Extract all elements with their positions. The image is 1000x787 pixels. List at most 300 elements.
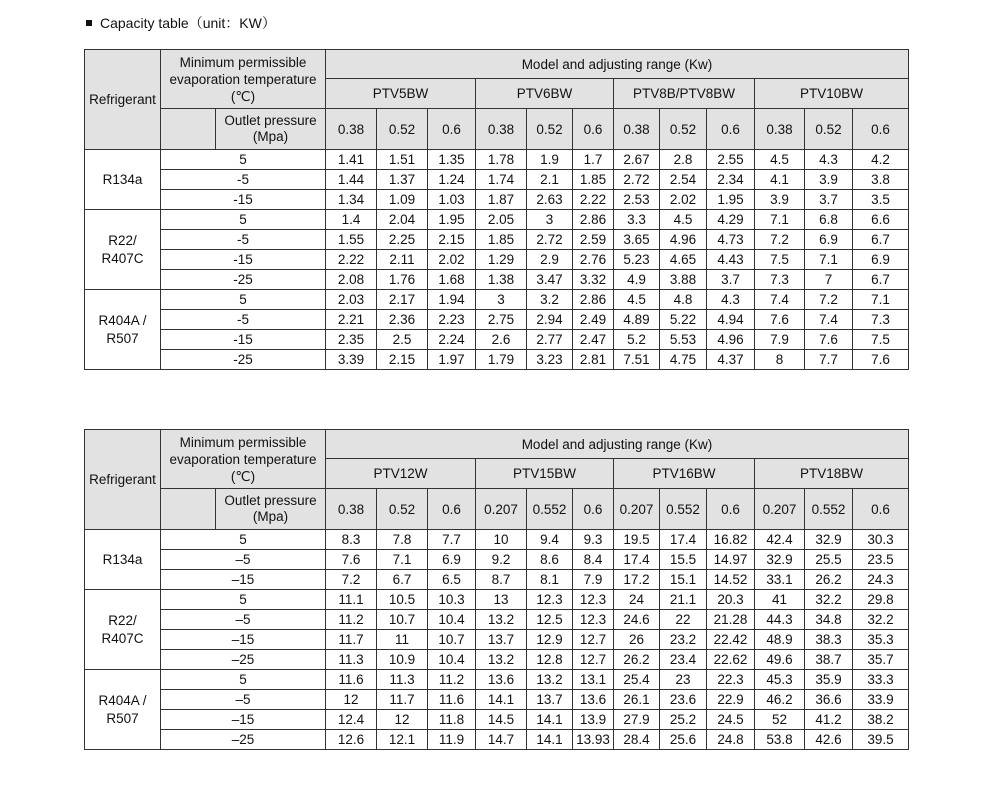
capacity-value: 2.35: [326, 330, 377, 350]
capacity-value: 2.59: [573, 230, 614, 250]
outlet-pressure-header: [216, 489, 326, 530]
capacity-value: 9.4: [527, 530, 573, 550]
capacity-value: 4.9: [614, 270, 660, 290]
capacity-value: 22.62: [707, 650, 755, 670]
capacity-value: 2.49: [573, 310, 614, 330]
capacity-value: 1.74: [476, 170, 527, 190]
capacity-value: 3.8: [853, 170, 909, 190]
capacity-value: 1.37: [377, 170, 428, 190]
capacity-value: 30.3: [853, 530, 909, 550]
capacity-value: 3.47: [527, 270, 573, 290]
capacity-value: 11.2: [428, 670, 476, 690]
capacity-value: 3.39: [326, 350, 377, 370]
capacity-value: 2.02: [660, 190, 707, 210]
table-row: [85, 590, 909, 610]
capacity-value: 3.2: [527, 290, 573, 310]
capacity-value: 17.4: [660, 530, 707, 550]
table-row: [85, 170, 909, 190]
capacity-value: 1.9: [527, 150, 573, 170]
capacity-value: 7.3: [853, 310, 909, 330]
capacity-value: 6.9: [853, 250, 909, 270]
capacity-value: 2.86: [573, 290, 614, 310]
capacity-value: 7: [805, 270, 853, 290]
pressure-value: 0.6: [573, 109, 614, 150]
capacity-value: 24.6: [614, 610, 660, 630]
table-row: [85, 670, 909, 690]
capacity-value: 2.17: [377, 290, 428, 310]
capacity-value: 13.1: [573, 670, 614, 690]
model-name: PTV10BW: [755, 79, 909, 109]
min-temp-header-line: Minimum permissible: [179, 54, 307, 70]
min-temp-header-line: (℃): [230, 468, 256, 484]
table-row: [85, 290, 909, 310]
capacity-value: 7.6: [326, 550, 377, 570]
pressure-value: 0.6: [573, 489, 614, 530]
capacity-value: 3.3: [614, 210, 660, 230]
capacity-value: 4.96: [707, 330, 755, 350]
table-row: [85, 350, 909, 370]
model-name: PTV8B/PTV8BW: [614, 79, 755, 109]
capacity-value: 2.53: [614, 190, 660, 210]
capacity-value: 1.97: [428, 350, 476, 370]
capacity-value: 1.95: [707, 190, 755, 210]
capacity-value: 7.6: [805, 330, 853, 350]
refrigerant-name-line: R507: [106, 330, 139, 346]
capacity-value: 17.2: [614, 570, 660, 590]
capacity-value: 1.41: [326, 150, 377, 170]
capacity-value: 38.2: [853, 710, 909, 730]
capacity-value: 4.65: [660, 250, 707, 270]
evaporation-temp: –5: [161, 690, 326, 710]
refrigerant-name: [85, 530, 161, 590]
capacity-value: 7.7: [428, 530, 476, 550]
outlet-pressure-line: Outlet pressure: [224, 113, 317, 128]
capacity-value: 13.7: [527, 690, 573, 710]
capacity-value: 2.04: [377, 210, 428, 230]
capacity-value: 2.36: [377, 310, 428, 330]
capacity-value: 36.6: [805, 690, 853, 710]
capacity-value: 2.15: [377, 350, 428, 370]
capacity-value: 6.7: [377, 570, 428, 590]
capacity-value: 32.9: [755, 550, 805, 570]
model-name: PTV6BW: [476, 79, 614, 109]
capacity-value: 13.9: [573, 710, 614, 730]
capacity-value: 1.51: [377, 150, 428, 170]
capacity-value: 4.89: [614, 310, 660, 330]
capacity-value: 3.88: [660, 270, 707, 290]
capacity-value: 24.5: [707, 710, 755, 730]
table-row: [85, 530, 909, 550]
capacity-value: 12.9: [527, 630, 573, 650]
capacity-value: 23.4: [660, 650, 707, 670]
table-row: [85, 710, 909, 730]
capacity-value: 11.9: [428, 730, 476, 750]
capacity-value: 2.75: [476, 310, 527, 330]
table-row: [85, 310, 909, 330]
pressure-value: 0.38: [614, 109, 660, 150]
min-temp-header-line: evaporation temperature: [169, 71, 317, 87]
min-temp-header: [161, 430, 326, 489]
capacity-value: 23.2: [660, 630, 707, 650]
capacity-value: 14.97: [707, 550, 755, 570]
capacity-value: 22: [660, 610, 707, 630]
refrigerant-name: [85, 670, 161, 750]
capacity-value: 7.1: [805, 250, 853, 270]
evaporation-temp: -5: [161, 170, 326, 190]
capacity-value: 32.2: [805, 590, 853, 610]
capacity-value: 4.5: [660, 210, 707, 230]
capacity-value: 46.2: [755, 690, 805, 710]
capacity-value: 53.8: [755, 730, 805, 750]
capacity-value: 2.22: [326, 250, 377, 270]
capacity-value: 26.1: [614, 690, 660, 710]
evaporation-temp: –15: [161, 710, 326, 730]
capacity-value: 1.29: [476, 250, 527, 270]
capacity-value: 5.53: [660, 330, 707, 350]
capacity-value: 48.9: [755, 630, 805, 650]
capacity-value: 7.6: [755, 310, 805, 330]
evaporation-temp: –15: [161, 630, 326, 650]
capacity-value: 14.52: [707, 570, 755, 590]
capacity-value: 2.23: [428, 310, 476, 330]
model-name: PTV18BW: [755, 459, 909, 489]
capacity-value: 1.87: [476, 190, 527, 210]
outlet-pressure-header: [216, 109, 326, 150]
refrigerant-name: [85, 590, 161, 670]
capacity-value: 2.1: [527, 170, 573, 190]
min-temp-header-line: (℃): [230, 88, 256, 104]
capacity-value: 7.4: [755, 290, 805, 310]
capacity-value: 7.2: [326, 570, 377, 590]
capacity-value: 24.8: [707, 730, 755, 750]
capacity-value: 1.85: [573, 170, 614, 190]
capacity-value: 15.5: [660, 550, 707, 570]
refrigerant-name-line: R22/: [108, 232, 137, 248]
capacity-value: 7.5: [853, 330, 909, 350]
capacity-value: 7.2: [805, 290, 853, 310]
pressure-value: 0.52: [805, 109, 853, 150]
capacity-value: 4.73: [707, 230, 755, 250]
capacity-value: 4.94: [707, 310, 755, 330]
evaporation-temp: -5: [161, 230, 326, 250]
pressure-value: 0.52: [527, 109, 573, 150]
capacity-value: 14.1: [476, 690, 527, 710]
capacity-value: 1.94: [428, 290, 476, 310]
capacity-value: 2.76: [573, 250, 614, 270]
capacity-value: 14.1: [527, 710, 573, 730]
table-row: [85, 190, 909, 210]
capacity-value: 32.2: [853, 610, 909, 630]
capacity-value: 25.4: [614, 670, 660, 690]
capacity-value: 8.6: [527, 550, 573, 570]
capacity-value: 9.2: [476, 550, 527, 570]
capacity-value: 12.6: [326, 730, 377, 750]
capacity-value: 3.23: [527, 350, 573, 370]
capacity-value: 7.5: [755, 250, 805, 270]
capacity-value: 42.4: [755, 530, 805, 550]
capacity-value: 1.95: [428, 210, 476, 230]
capacity-value: 4.3: [805, 150, 853, 170]
capacity-value: 2.47: [573, 330, 614, 350]
capacity-value: 7.8: [377, 530, 428, 550]
capacity-value: 4.75: [660, 350, 707, 370]
capacity-table-1: [84, 49, 909, 370]
capacity-value: 12.8: [527, 650, 573, 670]
table-row: [85, 210, 909, 230]
capacity-value: 5.2: [614, 330, 660, 350]
pressure-value: 0.552: [660, 489, 707, 530]
capacity-value: 2.94: [527, 310, 573, 330]
capacity-value: 4.43: [707, 250, 755, 270]
capacity-value: 12.3: [573, 610, 614, 630]
capacity-value: 12.5: [527, 610, 573, 630]
refrigerant-name: [85, 210, 161, 290]
capacity-value: 23.5: [853, 550, 909, 570]
capacity-value: 13.6: [573, 690, 614, 710]
table-row: [85, 250, 909, 270]
capacity-value: 33.9: [853, 690, 909, 710]
capacity-value: 12.1: [377, 730, 428, 750]
capacity-value: 5.23: [614, 250, 660, 270]
capacity-value: 13.7: [476, 630, 527, 650]
capacity-value: 8.4: [573, 550, 614, 570]
capacity-value: 11.2: [326, 610, 377, 630]
table-row: [85, 610, 909, 630]
evaporation-temp: 5: [161, 590, 326, 610]
capacity-value: 1.38: [476, 270, 527, 290]
capacity-value: 23.6: [660, 690, 707, 710]
capacity-value: 3.65: [614, 230, 660, 250]
capacity-table-heading: [86, 13, 276, 33]
capacity-value: 10.7: [428, 630, 476, 650]
capacity-value: 2.9: [527, 250, 573, 270]
refrigerant-name-line: R22/: [108, 612, 137, 628]
refrigerant-name-line: R134a: [102, 551, 143, 567]
capacity-value: 2.63: [527, 190, 573, 210]
pressure-value: 0.6: [428, 109, 476, 150]
refrigerant-name: [85, 150, 161, 210]
capacity-value: 6.8: [805, 210, 853, 230]
capacity-value: 6.7: [853, 270, 909, 290]
capacity-value: 14.7: [476, 730, 527, 750]
capacity-value: 2.6: [476, 330, 527, 350]
capacity-value: 4.5: [755, 150, 805, 170]
capacity-value: 12.3: [527, 590, 573, 610]
evaporation-temp: -5: [161, 310, 326, 330]
capacity-value: 34.8: [805, 610, 853, 630]
capacity-value: 10.3: [428, 590, 476, 610]
capacity-value: 12: [326, 690, 377, 710]
capacity-value: 1.7: [573, 150, 614, 170]
capacity-value: 1.78: [476, 150, 527, 170]
evaporation-temp: -15: [161, 330, 326, 350]
capacity-value: 1.24: [428, 170, 476, 190]
capacity-value: 22.9: [707, 690, 755, 710]
capacity-value: 4.5: [614, 290, 660, 310]
capacity-value: 28.4: [614, 730, 660, 750]
capacity-table-2: [84, 429, 909, 750]
capacity-value: 33.1: [755, 570, 805, 590]
capacity-value: 39.5: [853, 730, 909, 750]
capacity-value: 2.08: [326, 270, 377, 290]
capacity-value: 2.54: [660, 170, 707, 190]
refrigerant-header: Refrigerant: [85, 50, 161, 150]
table-row: [85, 730, 909, 750]
capacity-value: 12.7: [573, 630, 614, 650]
capacity-value: 41: [755, 590, 805, 610]
refrigerant-name: [85, 290, 161, 370]
outlet-pressure-line: Outlet pressure: [224, 493, 317, 508]
capacity-value: 7.6: [853, 350, 909, 370]
capacity-value: 2.81: [573, 350, 614, 370]
evaporation-temp: 5: [161, 530, 326, 550]
capacity-value: 25.5: [805, 550, 853, 570]
capacity-value: 45.3: [755, 670, 805, 690]
capacity-value: 2.5: [377, 330, 428, 350]
table-row: [85, 570, 909, 590]
capacity-value: 26.2: [614, 650, 660, 670]
capacity-value: 4.1: [755, 170, 805, 190]
capacity-value: 11.7: [326, 630, 377, 650]
capacity-value: 33.3: [853, 670, 909, 690]
capacity-value: 3: [476, 290, 527, 310]
capacity-value: 13.2: [527, 670, 573, 690]
capacity-value: 13.2: [476, 610, 527, 630]
capacity-value: 1.34: [326, 190, 377, 210]
capacity-value: 6.5: [428, 570, 476, 590]
capacity-value: 12.4: [326, 710, 377, 730]
refrigerant-header: Refrigerant: [85, 430, 161, 530]
capacity-value: 4.96: [660, 230, 707, 250]
capacity-value: 21.28: [707, 610, 755, 630]
capacity-value: 3.9: [755, 190, 805, 210]
capacity-value: 2.55: [707, 150, 755, 170]
refrigerant-name-line: R407C: [101, 250, 144, 266]
pressure-value: 0.552: [805, 489, 853, 530]
capacity-value: 25.2: [660, 710, 707, 730]
capacity-value: 10.4: [428, 650, 476, 670]
capacity-value: 10.5: [377, 590, 428, 610]
pressure-value: 0.38: [476, 109, 527, 150]
evaporation-temp: –5: [161, 550, 326, 570]
evaporation-temp: –15: [161, 570, 326, 590]
outlet-pressure-line: (Mpa): [252, 129, 289, 144]
pressure-value: 0.6: [707, 489, 755, 530]
pressure-value: 0.6: [428, 489, 476, 530]
min-temp-header-line: evaporation temperature: [169, 451, 317, 467]
capacity-value: 38.3: [805, 630, 853, 650]
capacity-value: 3.5: [853, 190, 909, 210]
pressure-value: 0.6: [707, 109, 755, 150]
capacity-value: 2.24: [428, 330, 476, 350]
pressure-value: 0.6: [853, 109, 909, 150]
evaporation-temp: -25: [161, 350, 326, 370]
capacity-value: 13: [476, 590, 527, 610]
capacity-value: 21.1: [660, 590, 707, 610]
capacity-value: 7.9: [755, 330, 805, 350]
pressure-value: 0.52: [377, 109, 428, 150]
capacity-value: 16.82: [707, 530, 755, 550]
capacity-value: 3: [527, 210, 573, 230]
evaporation-temp: 5: [161, 670, 326, 690]
capacity-value: 2.77: [527, 330, 573, 350]
min-temp-header-blank: [161, 489, 216, 530]
capacity-value: 3.32: [573, 270, 614, 290]
table-row: [85, 650, 909, 670]
capacity-value: 27.9: [614, 710, 660, 730]
capacity-value: 3.7: [805, 190, 853, 210]
capacity-value: 17.4: [614, 550, 660, 570]
capacity-value: 2.8: [660, 150, 707, 170]
model-name: PTV5BW: [326, 79, 476, 109]
capacity-value: 10.7: [377, 610, 428, 630]
capacity-value: 20.3: [707, 590, 755, 610]
capacity-value: 25.6: [660, 730, 707, 750]
capacity-value: 24.3: [853, 570, 909, 590]
capacity-value: 2.03: [326, 290, 377, 310]
evaporation-temp: -25: [161, 270, 326, 290]
pressure-value: 0.38: [326, 109, 377, 150]
min-temp-header: [161, 50, 326, 109]
capacity-value: 13.93: [573, 730, 614, 750]
capacity-value: 14.5: [476, 710, 527, 730]
capacity-value: 10.9: [377, 650, 428, 670]
capacity-value: 2.34: [707, 170, 755, 190]
capacity-value: 1.09: [377, 190, 428, 210]
capacity-value: 7.3: [755, 270, 805, 290]
evaporation-temp: -15: [161, 190, 326, 210]
capacity-value: 7.7: [805, 350, 853, 370]
capacity-value: 11: [377, 630, 428, 650]
pressure-value: 0.38: [326, 489, 377, 530]
heading-text: Capacity table（unit：KW）: [100, 15, 276, 31]
capacity-value: 52: [755, 710, 805, 730]
evaporation-temp: 5: [161, 150, 326, 170]
evaporation-temp: –25: [161, 730, 326, 750]
capacity-value: 1.4: [326, 210, 377, 230]
capacity-value: 4.2: [853, 150, 909, 170]
capacity-value: 7.2: [755, 230, 805, 250]
pressure-value: 0.207: [476, 489, 527, 530]
capacity-value: 7.1: [377, 550, 428, 570]
capacity-value: 7.1: [853, 290, 909, 310]
evaporation-temp: –5: [161, 610, 326, 630]
capacity-value: 3.9: [805, 170, 853, 190]
capacity-value: 8.3: [326, 530, 377, 550]
capacity-value: 4.29: [707, 210, 755, 230]
capacity-value: 6.9: [805, 230, 853, 250]
capacity-value: 2.05: [476, 210, 527, 230]
capacity-value: 22.3: [707, 670, 755, 690]
model-name: PTV12W: [326, 459, 476, 489]
capacity-value: 49.6: [755, 650, 805, 670]
capacity-value: 32.9: [805, 530, 853, 550]
table-row: [85, 150, 909, 170]
capacity-value: 13.6: [476, 670, 527, 690]
pressure-value: 0.6: [853, 489, 909, 530]
capacity-value: 26: [614, 630, 660, 650]
capacity-value: 8.7: [476, 570, 527, 590]
bullet-square-icon: [86, 20, 92, 26]
pressure-value: 0.552: [527, 489, 573, 530]
refrigerant-name-line: R134a: [102, 171, 143, 187]
capacity-value: 1.35: [428, 150, 476, 170]
capacity-value: 7.4: [805, 310, 853, 330]
capacity-value: 6.6: [853, 210, 909, 230]
capacity-value: 5.22: [660, 310, 707, 330]
capacity-value: 11.7: [377, 690, 428, 710]
capacity-value: 13.2: [476, 650, 527, 670]
